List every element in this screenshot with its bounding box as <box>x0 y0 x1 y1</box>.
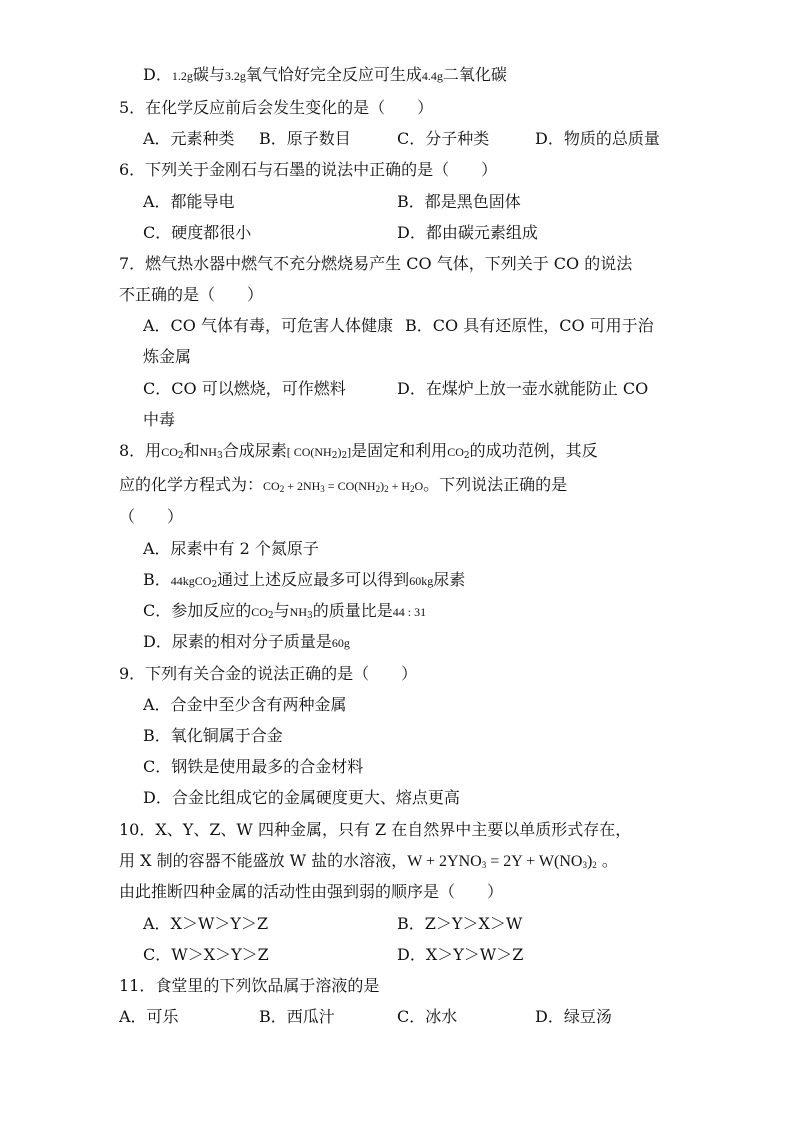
q8-answer-paren: （ ） <box>119 507 184 526</box>
q10-option-a: A．X＞W＞Y＞Z <box>143 914 269 933</box>
q10-equation: $W + 2YNO_3 = 2Y + W(NO_3)_2$ <box>407 853 597 870</box>
q7-option-d-cont: 中毒 <box>143 410 176 429</box>
q7-option-b: B．CO 具有还原性，CO 可用于治 <box>405 316 654 335</box>
q5-option-b: B．原子数目 <box>259 129 351 148</box>
q7-option-b-cont: 炼金属 <box>143 347 192 366</box>
q11-option-d: D．绿豆汤 <box>535 1007 612 1026</box>
q10-stem-line1: 10．X、Y、Z、W 四种金属，只有 Z 在自然界中主要以单质形式存在， <box>119 820 632 839</box>
q10-stem-line3: 由此推断四种金属的活动性由强到弱的顺序是（ ） <box>119 882 504 901</box>
q8-equation: $CO_2 + 2NH_3 = CO(NH_2)_2 + H_2O$ <box>263 479 424 494</box>
q7-option-c: C．CO 可以燃烧，可作燃料 <box>143 379 346 398</box>
q8-stem-line2: 应的化学方程式为：$CO_2 + 2NH_3 = CO(NH_2)_2 + H_2O$。下列说法正确的是 <box>119 475 568 494</box>
q5-stem: 5．在化学反应前后会发生变化的是（ ） <box>119 98 434 117</box>
q9-option-b: B．氧化铜属于合金 <box>143 726 283 745</box>
q10-stem-line2: 用 X 制的容器不能盛放 W 盐的水溶液，$W + 2YNO_3 = 2Y + W(NO_3)_2$ 。 <box>119 851 618 870</box>
q6-option-b: B．都是黑色固体 <box>397 192 521 211</box>
q7-stem-line1: 7．燃气热水器中燃气不充分燃烧易产生 CO 气体，下列关于 CO 的说法 <box>119 254 633 273</box>
q11-option-c: C．冰水 <box>397 1007 458 1026</box>
q9-option-d: D．合金比组成它的金属硬度更大、熔点更高 <box>143 788 460 807</box>
q4-option-d: D．1.2g碳与3.2g氧气恰好完全反应可生成4.4g二氧化碳 <box>143 65 507 84</box>
q5-option-c: C．分子种类 <box>397 129 490 148</box>
q9-stem: 9．下列有关合金的说法正确的是（ ） <box>119 664 418 683</box>
q6-stem: 6．下列关于金刚石与石墨的说法中正确的是（ ） <box>119 160 498 179</box>
q8-option-a: A．尿素中有 2 个氮原子 <box>143 539 319 558</box>
q10-option-b: B．Z＞Y＞X＞W <box>397 914 523 933</box>
q8-option-b: B．44kgCO$_2$通过上述反应最多可以得到60kg尿素 <box>143 570 466 590</box>
q10-option-d: D．X＞Y＞W＞Z <box>397 945 524 964</box>
q7-option-a: A．CO 气体有毒，可危害人体健康 <box>143 316 394 335</box>
q11-option-a: A．可乐 <box>119 1007 179 1026</box>
q9-option-c: C．钢铁是使用最多的合金材料 <box>143 757 364 776</box>
q8-option-d: D．尿素的相对分子质量是60g <box>143 632 350 651</box>
q9-option-a: A．合金中至少含有两种金属 <box>143 695 347 714</box>
q5-option-a: A．元素种类 <box>143 129 235 148</box>
q6-option-c: C．硬度都很小 <box>143 223 252 242</box>
q8-option-c: C．参加反应的$CO_2$与$NH_3$的质量比是44 : 31 <box>143 601 427 621</box>
q6-option-a: A．都能导电 <box>143 192 235 211</box>
q7-stem-line2: 不正确的是（ ） <box>119 285 264 304</box>
q6-option-d: D．都由碳元素组成 <box>397 223 538 242</box>
q10-option-c: C．W＞X＞Y＞Z <box>143 945 269 964</box>
q8-stem-line1: 8．用$CO_2$和$NH_3$合成尿素[ $CO(NH_2)_2$]是固定和利用$CO_2$的成功范例，其反 <box>119 441 598 461</box>
q5-option-d: D．物质的总质量 <box>535 129 660 148</box>
q7-option-d: D．在煤炉上放一壶水就能防止 CO <box>397 379 649 398</box>
q11-option-b: B．西瓜汁 <box>259 1007 335 1026</box>
q11-stem: 11．食堂里的下列饮品属于溶液的是 <box>119 976 380 995</box>
